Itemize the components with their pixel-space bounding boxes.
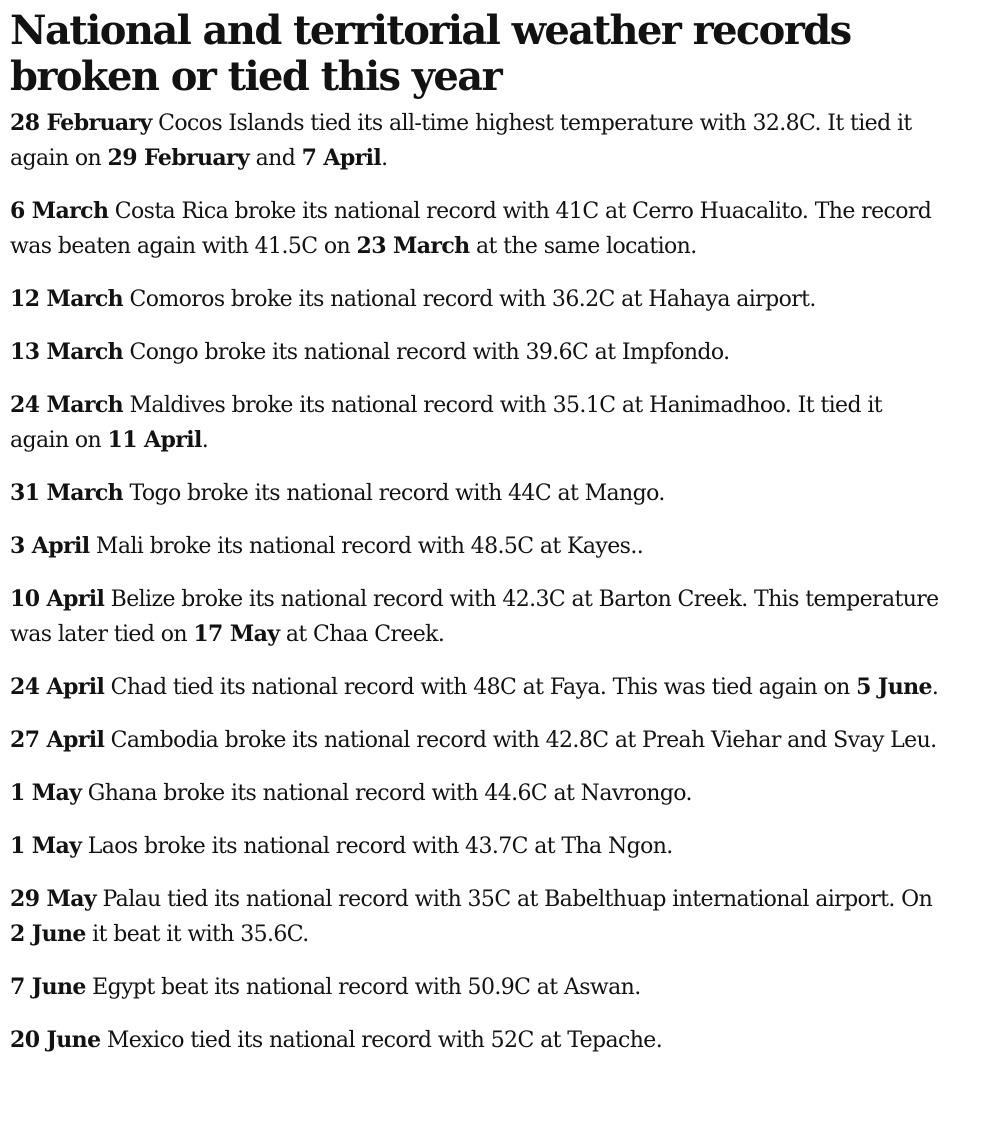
record-date: 10 April [10,586,105,612]
record-date: 31 March [10,480,124,506]
record-item [10,776,940,811]
record-text: it beat it with 35.6C. [85,922,309,947]
record-text: . [201,428,209,453]
record-date: 29 May [10,886,97,912]
record-date: 2 June [10,921,86,947]
record-date: 7 June [10,974,86,1000]
record-item [10,282,940,317]
record-text: at Chaa Creek. [279,622,445,647]
record-item [10,388,940,458]
record-date: 13 March [10,339,124,365]
record-item [10,882,940,952]
record-text: Togo broke its national record with 44C at Mango. [123,481,665,506]
record-date: 27 April [10,727,105,753]
record-date: 24 March [10,392,124,418]
record-item [10,1023,940,1058]
record-date: 11 April [107,427,202,453]
record-date: 12 March [10,286,124,312]
record-date: 3 April [10,533,90,559]
record-date: 20 June [10,1027,101,1053]
record-item [10,335,940,370]
record-date: 1 May [10,833,82,859]
record-date: 23 March [356,233,470,259]
record-text: Maldives broke its national record with 35.1C at Hanimadhoo. It tied it again on [10,393,882,453]
record-text: Egypt beat its national record with 50.9C at Aswan. [85,975,641,1000]
record-text: Congo broke its national record with 39.6C at Impfondo. [123,340,730,365]
record-date: 24 April [10,674,105,700]
record-date: 6 March [10,198,109,224]
record-item [10,970,940,1005]
record-text: Ghana broke its national record with 44.6C at Navrongo. [81,781,692,806]
record-text: Mali broke its national record with 48.5C at Kayes.. [89,534,644,559]
record-text: Palau tied its national record with 35C at Babelthuap international airport. On [96,887,933,912]
record-item [10,723,940,758]
record-text: Mexico tied its national record with 52C at Tepache. [100,1028,663,1053]
record-item [10,476,940,511]
record-date: 7 April [301,145,382,171]
record-item [10,194,940,264]
article-title: National and territorial weather records broken or tied this year [10,7,851,100]
record-date: 28 February [10,110,152,136]
record-text: Cocos Islands tied its all-time highest temperature with 32.8C. It tied it again on [10,111,912,171]
record-date: 5 June [856,674,932,700]
record-text: . [931,675,939,700]
record-date: 17 May [193,621,280,647]
record-text: Chad tied its national record with 48C at Faya. This was tied again on [104,675,857,700]
record-date: 1 May [10,780,82,806]
record-text: . [381,146,388,171]
record-item [10,582,940,652]
record-text: at the same location. [469,234,697,259]
record-item [10,529,940,564]
record-item [10,829,940,864]
record-text: Laos broke its national record with 43.7C at Tha Ngon. [81,834,673,859]
record-text: Costa Rica broke its national record with 41C at Cerro Huacalito. The record was beaten again with 41.5C on [10,199,932,259]
record-date: 29 February [107,145,250,171]
records-list [10,106,990,1058]
record-item [10,670,940,705]
record-text: Cambodia broke its national record with 42.8C at Preah Viehar and Svay Leu. [104,728,937,753]
record-text: and [249,146,302,171]
record-text: Comoros broke its national record with 36.2C at Hahaya airport. [123,287,816,312]
record-item [10,106,940,176]
record-text: Belize broke its national record with 42.3C at Barton Creek. This temperature was later tied on [10,587,939,647]
